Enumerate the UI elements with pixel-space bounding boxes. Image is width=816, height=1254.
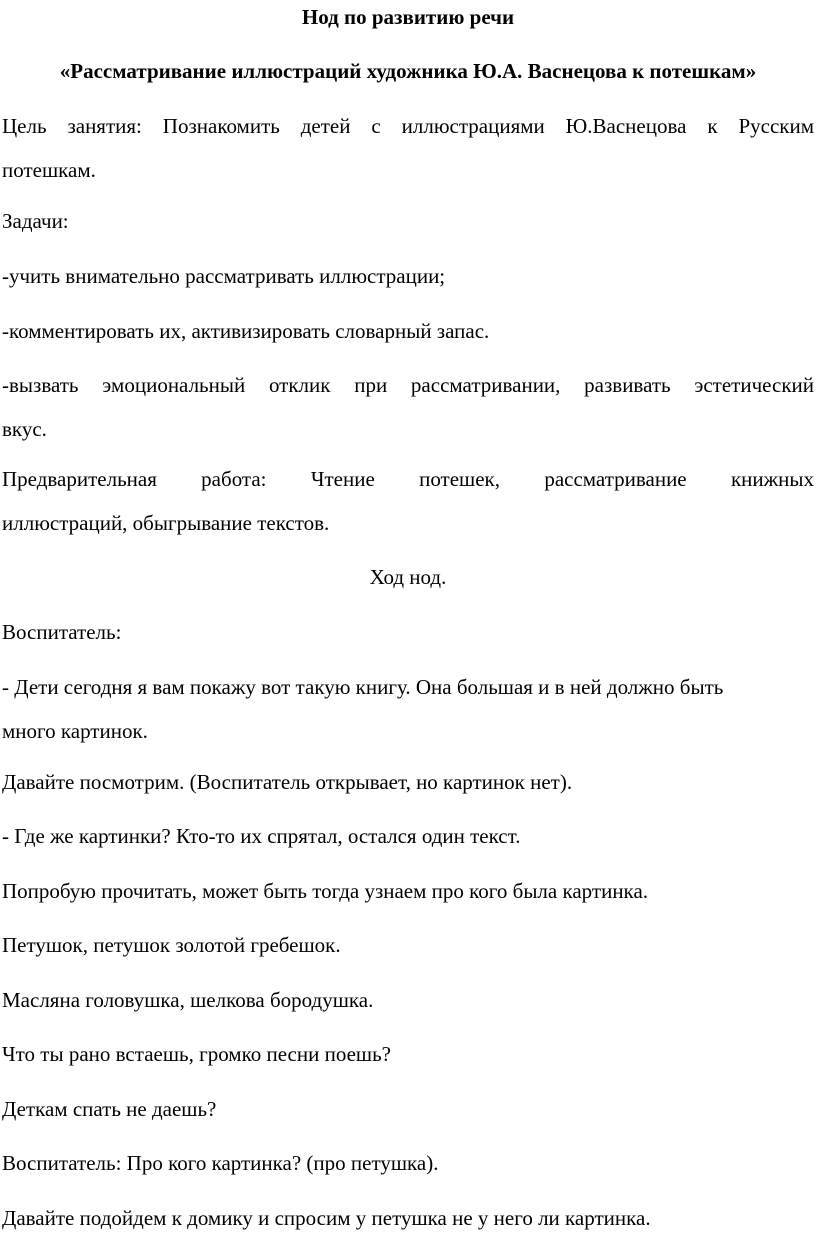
paragraph-line: Воспитатель: Про кого картинка? (про петушка). xyxy=(2,1151,439,1175)
paragraph-line: Давайте посмотрим. (Воспитатель открывает, но картинок нет). xyxy=(2,770,573,794)
paragraph-line: Деткам спать не даешь? xyxy=(2,1097,217,1121)
paragraph-line: иллюстраций, обыгрывание текстов. xyxy=(2,511,330,535)
paragraph-line: - Где же картинки? Кто-то их спрятал, остался один текст. xyxy=(2,824,521,848)
paragraph-line: -учить внимательно рассматривать иллюстрации; xyxy=(2,264,446,288)
paragraph-line: Давайте подойдем к домику и спросим у петушка не у него ли картинка. xyxy=(2,1206,651,1230)
paragraph-line: -комментировать их, активизировать словарный запас. xyxy=(2,319,490,343)
paragraph-line: Попробую прочитать, может быть тогда узнаем про кого была картинка. xyxy=(2,879,649,903)
paragraph-line: - Дети сегодня я вам покажу вот такую книгу. Она большая и в ней должно быть xyxy=(2,675,724,699)
paragraph-line: потешкам. xyxy=(2,158,96,182)
document-subtitle: «Рассматривание иллюстраций художника Ю.А. Васнецова к потешкам» xyxy=(59,59,757,83)
paragraph-line: Задачи: xyxy=(2,209,69,233)
paragraph-line: Масляна головушка, шелкова бородушка. xyxy=(2,988,374,1012)
paragraph-line: Предварительная работа: Чтение потешек, рассматривание книжных xyxy=(2,467,814,491)
section-heading: Ход нод. xyxy=(369,565,447,589)
paragraph-line: Что ты рано встаешь, громко песни поешь? xyxy=(2,1042,391,1066)
paragraph-line: Цель занятия: Познакомить детей с иллюстрациями Ю.Васнецова к Русским xyxy=(2,114,814,138)
paragraph-line: вкус. xyxy=(2,417,47,441)
document-title: Нод по развитию речи xyxy=(301,5,515,29)
paragraph-line: Петушок, петушок золотой гребешок. xyxy=(2,933,341,957)
paragraph-line: много картинок. xyxy=(2,719,148,743)
paragraph-line: -вызвать эмоциональный отклик при рассматривании, развивать эстетический xyxy=(2,373,814,397)
paragraph-line: Воспитатель: xyxy=(2,620,122,644)
